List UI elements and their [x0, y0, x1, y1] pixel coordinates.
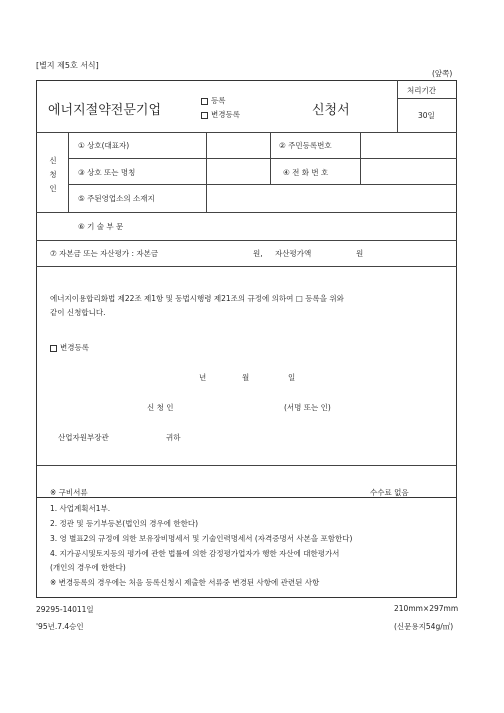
option-change-register-body[interactable]: 변경등록 — [50, 342, 89, 353]
form-number-label: [별지 제5호 서식] — [36, 61, 99, 70]
divider — [206, 184, 207, 212]
processing-period-value: 30일 — [418, 111, 435, 120]
fee-label: 수수료 없음 — [370, 488, 409, 497]
date-year-label: 년 — [199, 373, 207, 382]
required-doc-item: 4. 지가공시및토지등의 평가에 관한 법률에 의한 감정평가업자가 행한 자산에 대한평가서 — [50, 549, 340, 558]
option-change-register[interactable]: 변경등록 — [201, 109, 240, 120]
date-day-label: 일 — [288, 373, 296, 382]
field-trade-name: ③ 상호 또는 명칭 — [78, 168, 136, 177]
checkbox-icon[interactable] — [201, 98, 208, 105]
applicant-side-label: 신 청 인 — [49, 156, 57, 193]
divider — [206, 132, 207, 184]
divider — [68, 132, 69, 212]
checkbox-icon[interactable] — [201, 112, 208, 119]
required-doc-item: 2. 정관 및 등기부등본(법인의 경우에 한한다) — [50, 519, 199, 528]
document-type: 신청서 — [312, 103, 350, 118]
processing-period-label: 처리기간 — [407, 86, 436, 95]
field-phone: ④ 전 화 번 호 — [283, 168, 329, 177]
required-doc-item: 1. 사업계획서1부. — [50, 504, 111, 513]
recipient-label: 산업자원부장관 — [58, 433, 109, 442]
field-resident-number: ② 주민등록번호 — [279, 141, 332, 150]
capital-won: 원, — [253, 249, 263, 258]
divider — [36, 212, 457, 213]
application-statement-line2: 같이 신청합니다. — [50, 308, 106, 317]
field-business-name-rep: ① 상호(대표자) — [78, 141, 130, 150]
required-docs-heading: ※ 구비서류 — [50, 488, 88, 497]
required-doc-item: (개인의 경우에 한한다) — [50, 563, 126, 572]
front-side-label: (앞쪽) — [432, 69, 453, 78]
asset-valuation-label: 자산평가액 — [275, 249, 312, 258]
paper-size: 210mm×297mm — [394, 604, 459, 613]
divider — [36, 240, 457, 241]
divider — [397, 80, 398, 132]
option-register[interactable]: 등록 — [201, 95, 226, 106]
divider — [270, 132, 271, 184]
approval-date: '95년.7.4승인 — [36, 622, 84, 631]
required-doc-item: 3. 영 별표2의 규정에 의한 보유장비명세서 및 기술인력명세서 (자격증명서 사본을 포함한다) — [50, 534, 353, 543]
application-statement-line1: 에너지이용합리화법 제22조 제1항 및 동법시행령 제21조의 규정에 의하여 □ 등록을 위와 — [50, 294, 344, 303]
required-docs-frame — [36, 465, 457, 598]
field-technical-sector: ⑥ 기 술 부 문 — [78, 222, 124, 231]
divider — [68, 158, 457, 159]
divider — [36, 266, 457, 267]
date-month-label: 월 — [242, 373, 250, 382]
divider — [36, 132, 457, 133]
paper-spec: (신문용지54g/㎡) — [394, 622, 454, 631]
asset-won: 원 — [356, 249, 364, 258]
form-code: 29295-14011일 — [36, 605, 94, 614]
field-capital-label: ⑦ 자본금 또는 자산평가 : 자본금 — [50, 249, 159, 258]
divider — [397, 98, 457, 99]
divider — [68, 184, 457, 185]
field-main-office-address: ⑤ 주된영업소의 소재지 — [78, 194, 155, 203]
form-title: 에너지절약전문기업 — [48, 103, 162, 118]
signature-label: (서명 또는 인) — [284, 403, 331, 412]
applicant-label: 신 청 인 — [147, 403, 174, 412]
divider — [360, 132, 361, 184]
checkbox-icon[interactable] — [50, 345, 57, 352]
recipient-suffix: 귀하 — [166, 433, 181, 442]
required-doc-note: ※ 변경등록의 경우에는 처음 등록신청시 제출한 서류중 변경된 사항에 관련된 사항 — [50, 578, 320, 587]
